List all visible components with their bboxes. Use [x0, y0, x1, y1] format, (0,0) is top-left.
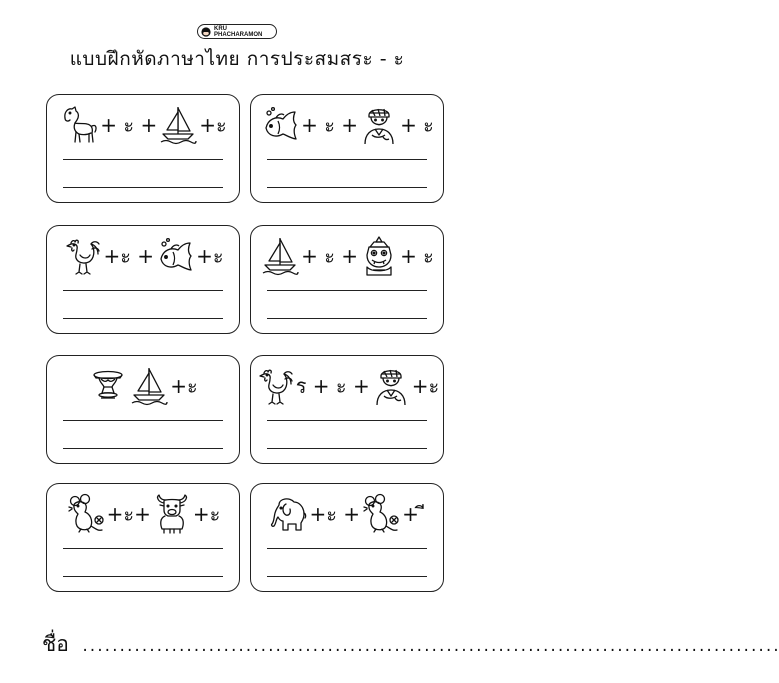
answer-line[interactable]: [267, 420, 427, 421]
rooster-icon: [255, 365, 295, 407]
mouse-icon: [361, 493, 401, 535]
answer-line[interactable]: [63, 448, 223, 449]
equation-text: +ะ: [411, 374, 440, 398]
answer-line[interactable]: [267, 187, 427, 188]
name-field[interactable]: [42, 628, 779, 661]
answer-line[interactable]: [63, 159, 223, 160]
giant-mask-icon: [359, 235, 399, 277]
equation-text: +ะ +: [103, 244, 155, 268]
answer-line[interactable]: [63, 576, 223, 577]
fish-icon: [260, 104, 300, 146]
name-label: ชื่อ: [42, 632, 69, 656]
equation-text: +ะ: [196, 244, 224, 268]
answer-line[interactable]: [63, 420, 223, 421]
answer-line[interactable]: [267, 448, 427, 449]
equation-text: + ะ: [400, 113, 434, 137]
equation-text: + ี: [402, 502, 426, 526]
equation-row: [47, 99, 239, 151]
exercise-card: [250, 355, 444, 464]
exercise-card: [46, 94, 240, 203]
horse-icon: [59, 104, 99, 146]
equation-row: [47, 230, 239, 282]
girl-avatar-icon: [201, 27, 211, 37]
equation-text: + ะ: [400, 244, 434, 268]
answer-line[interactable]: [63, 548, 223, 549]
answer-line[interactable]: [267, 576, 427, 577]
answer-line[interactable]: [267, 290, 427, 291]
equation-text: + ะ +: [100, 113, 158, 137]
equation-text: + ะ +: [301, 113, 359, 137]
equation-row: [47, 488, 239, 540]
man-icon: [359, 104, 399, 146]
answer-line[interactable]: [63, 187, 223, 188]
exercise-card: [250, 94, 444, 203]
exercise-card: [250, 483, 444, 592]
answer-line[interactable]: [267, 548, 427, 549]
equation-text: +ะ: [192, 502, 221, 526]
answer-line[interactable]: [63, 318, 223, 319]
equation-row: [47, 360, 239, 412]
sailboat-icon: [260, 235, 300, 277]
equation-row: [251, 360, 443, 412]
equation-text: +ะ: [170, 374, 198, 398]
author-name: KRU PHACHARAMON: [214, 25, 263, 38]
page-title: แบบฝึกหัดภาษาไทย การประสมสระ - ะ: [69, 48, 405, 70]
exercise-card: [46, 225, 240, 334]
tray-icon: [88, 365, 128, 407]
answer-line[interactable]: [267, 318, 427, 319]
answer-line[interactable]: [63, 290, 223, 291]
fish-icon: [155, 235, 195, 277]
elephant-icon: [268, 493, 308, 535]
exercise-card: [250, 225, 444, 334]
sailboat-icon: [158, 104, 198, 146]
equation-row: [251, 488, 443, 540]
equation-row: [251, 230, 443, 282]
equation-text: ร + ะ +: [295, 374, 370, 398]
exercise-card: [46, 483, 240, 592]
man-icon: [371, 365, 411, 407]
equation-text: +ะ: [199, 113, 227, 137]
exercise-card: [46, 355, 240, 464]
equation-text: +ะ +: [309, 502, 361, 526]
name-blank: ..............................................................................................: [80, 639, 779, 655]
buffalo-icon: [152, 493, 192, 535]
mouse-icon: [66, 493, 106, 535]
equation-text: +ะ+: [106, 502, 151, 526]
rooster-icon: [62, 235, 102, 277]
equation-row: [251, 99, 443, 151]
answer-line[interactable]: [267, 159, 427, 160]
equation-text: + ะ +: [301, 244, 359, 268]
sailboat-icon: [129, 365, 169, 407]
author-badge: [197, 24, 277, 39]
